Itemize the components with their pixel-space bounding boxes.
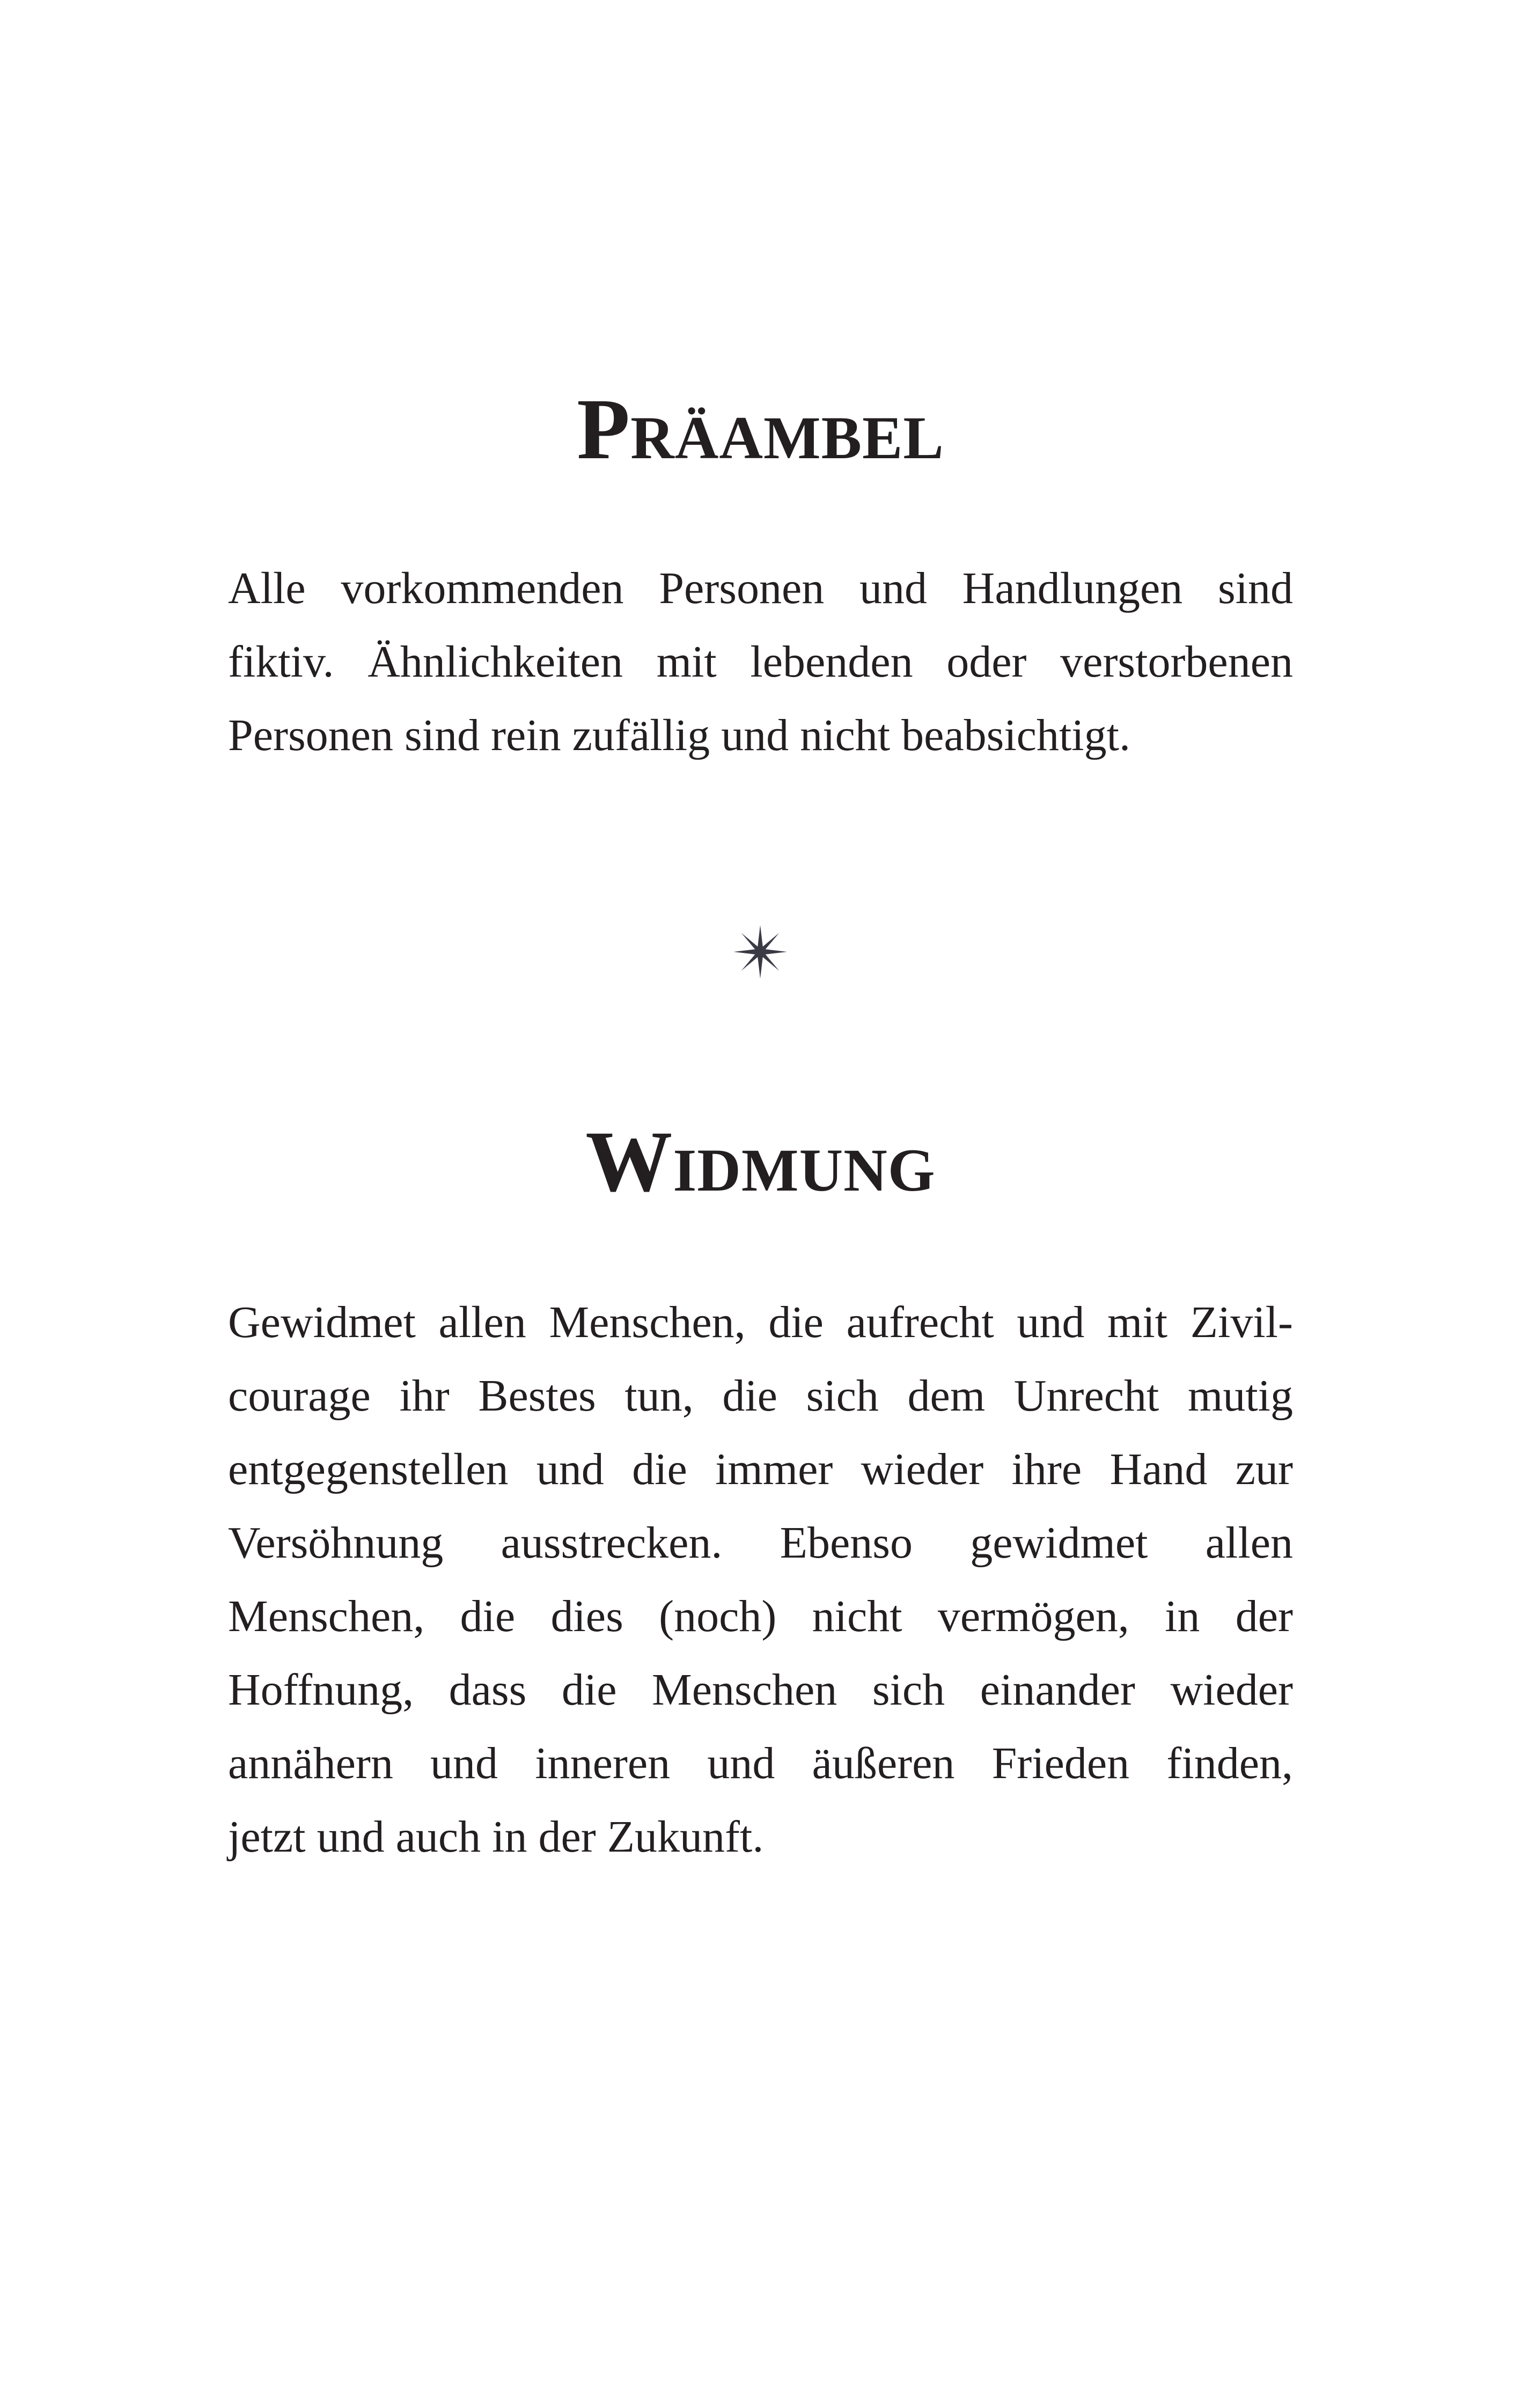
star-ornament-icon (732, 924, 788, 980)
dedication-line: entgegenstellen und die immer wieder ihre Hand zur (228, 1444, 1293, 1494)
dedication-line: Versöhnung ausstrecken. Ebenso gewidmet allen (228, 1518, 1293, 1568)
dedication-line: annähern und inneren und äußeren Frieden finden, (228, 1738, 1293, 1788)
dedication-line: Menschen, die dies (noch) nicht vermögen, in der (228, 1591, 1293, 1641)
dedication-line: Hoffnung, dass die Menschen sich einander wieder (228, 1665, 1293, 1715)
dedication-line: jetzt und auch in der Zukunft. (228, 1812, 764, 1862)
preamble-line: Personen sind rein zufällig und nicht beabsichtigt. (228, 710, 1130, 760)
dedication-title: Widmung (585, 1114, 936, 1210)
dedication-text (228, 1286, 1293, 1874)
preamble-text (228, 552, 1293, 772)
dedication-line: Gewidmet allen Menschen, die aufrecht und mit Zivil- (228, 1297, 1293, 1347)
dedication-line: courage ihr Bestes tun, die sich dem Unrecht mutig (228, 1371, 1293, 1421)
preamble-line: Alle vorkommenden Personen und Handlungen sind (228, 563, 1293, 613)
preamble-line: fiktiv. Ähnlichkeiten mit lebenden oder verstorbenen (228, 637, 1293, 687)
preamble-title: Präambel (577, 381, 944, 478)
